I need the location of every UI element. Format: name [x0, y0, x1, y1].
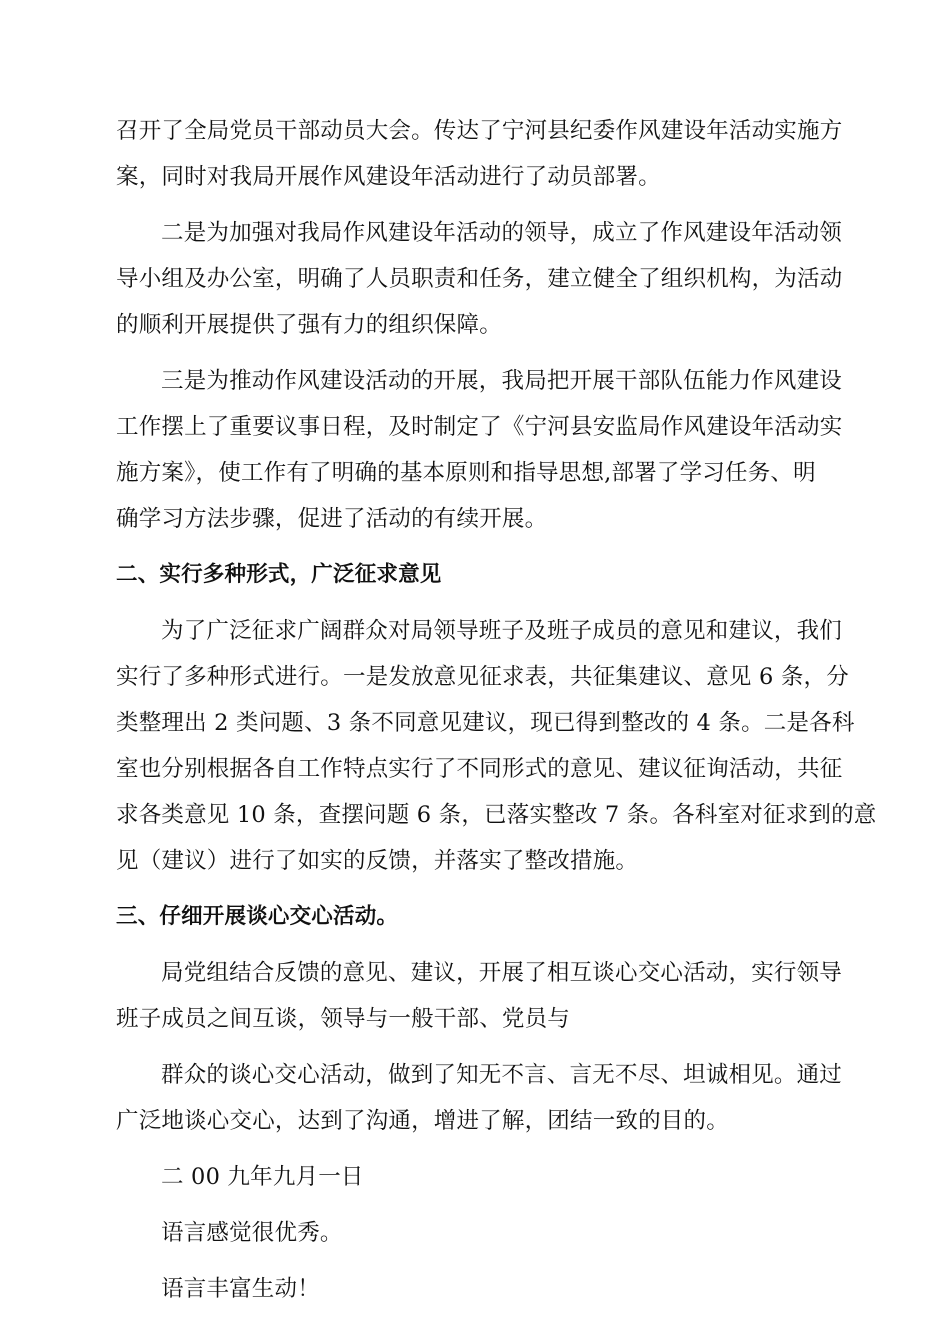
document-body: [116, 108, 877, 1322]
text-line: 的顺利开展提供了强有力的组织保障。: [116, 312, 502, 338]
text-line: 确学习方法步骤，促进了活动的有续开展。: [116, 506, 548, 532]
paragraph-solicit-opinions: [116, 608, 877, 884]
text-line: 为了广泛征求广阔群众对局领导班子及班子成员的意见和建议，我们: [161, 618, 843, 644]
text-line: 施方案》，使工作有了明确的基本原则和指导思想,部署了学习任务、明: [116, 460, 816, 486]
comment-text: 语言感觉很优秀。: [161, 1220, 343, 1246]
text-line: 工作摆上了重要议事日程，及时制定了《宁河县安监局作风建设年活动实: [116, 414, 843, 440]
text-line: 班子成员之间互谈，领导与一般干部、党员与: [116, 1006, 571, 1032]
comment-1: [116, 1210, 836, 1256]
comment-text: 语言丰富生动！: [161, 1276, 320, 1302]
paragraph-mobilization-meeting: [116, 108, 843, 200]
text-line: 召开了全局党员干部动员大会。传达了宁河县纪委作风建设年活动实施方: [116, 118, 843, 144]
text-line: 群众的谈心交心活动，做到了知无不言、言无不尽、坦诚相见。通过: [161, 1062, 843, 1088]
paragraph-talk-results: [116, 1052, 843, 1144]
text-line: 二是为加强对我局作风建设年活动的领导，成立了作风建设年活动领: [161, 220, 843, 246]
document-date: [116, 1154, 836, 1200]
paragraph-implementation-plan: [116, 358, 843, 542]
text-line: 见（建议）进行了如实的反馈，并落实了整改措施。: [116, 848, 639, 874]
text-line: 室也分别根据各自工作特点实行了不同形式的意见、建议征询活动，共征: [116, 756, 843, 782]
text-line: 导小组及办公室，明确了人员职责和任务，建立健全了组织机构，为活动: [116, 266, 843, 292]
text-line: 求各类意见 10 条，查摆问题 6 条，已落实整改 7 条。各科室对征求到的意: [116, 802, 877, 828]
text-line: 三是为推动作风建设活动的开展，我局把开展干部队伍能力作风建设: [161, 368, 843, 394]
text-line: 案，同时对我局开展作风建设年活动进行了动员部署。: [116, 164, 661, 190]
text-line: 类整理出 2 类问题、3 条不同意见建议，现已得到整改的 4 条。二是各科: [116, 710, 855, 736]
paragraph-leadership-group: [116, 210, 843, 348]
section-heading-heart-talk: 三、仔细开展谈心交心活动。: [116, 904, 399, 929]
date-text: 二 00 九年九月一日: [161, 1164, 364, 1190]
section-heading-opinions: 二、实行多种形式，广泛征求意见: [116, 562, 442, 587]
comment-2: [116, 1266, 836, 1312]
text-line: 实行了多种形式进行。一是发放意见征求表，共征集建议、意见 6 条，分: [116, 664, 849, 690]
text-line: 局党组结合反馈的意见、建议，开展了相互谈心交心活动，实行领导: [161, 960, 843, 986]
text-line: 广泛地谈心交心，达到了沟通，增进了解，团结一致的目的。: [116, 1108, 729, 1134]
paragraph-mutual-talks: [116, 950, 843, 1042]
